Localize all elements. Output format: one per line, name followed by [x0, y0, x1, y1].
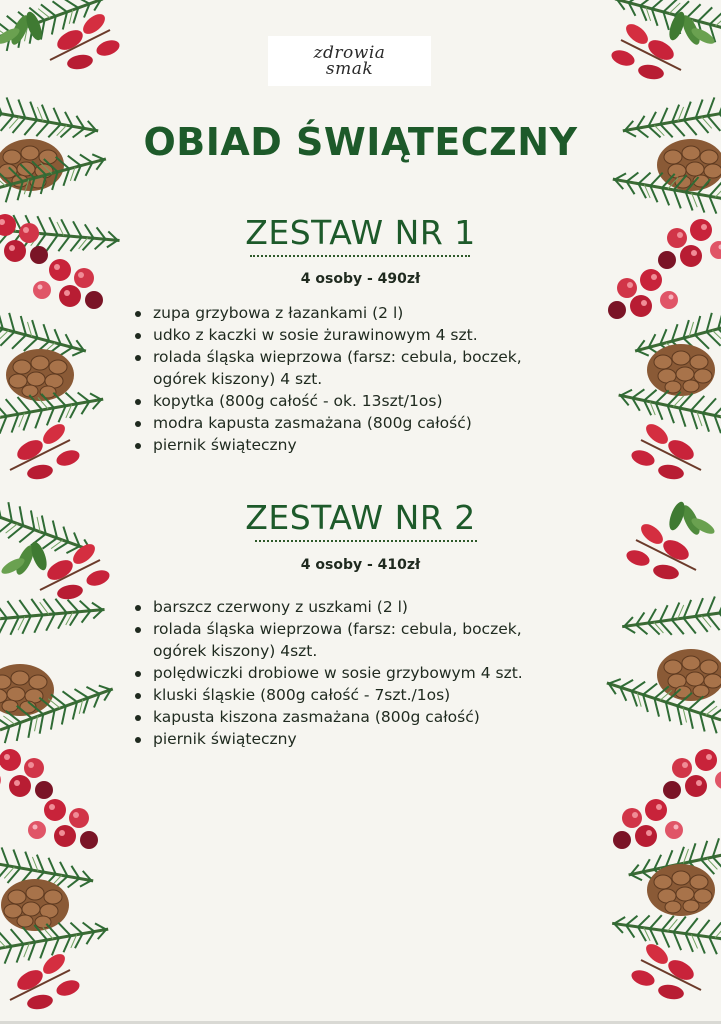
list-item-text: udko z kaczki w sosie żurawinowym 4 szt.	[153, 326, 478, 344]
set-1-heading: ZESTAW NR 1	[245, 213, 476, 252]
page-title: OBIAD ŚWIĄTECZNY	[143, 120, 578, 164]
set-1-divider	[250, 255, 470, 257]
bullet-icon	[135, 333, 141, 339]
set-2-divider	[255, 540, 477, 542]
bullet-icon	[135, 443, 141, 449]
list-item-text: modra kapusta zasmażana (800g całość)	[153, 414, 472, 432]
bullet-icon	[135, 399, 141, 405]
brand-logo	[268, 36, 431, 86]
set-2-price: 4 osoby - 410zł	[300, 557, 421, 573]
list-item	[133, 728, 523, 750]
list-item-continuation	[133, 640, 523, 662]
logo-text-line1: zdrowia	[313, 43, 386, 63]
list-item-text: barszcz czerwony z uszkami (2 l)	[153, 598, 408, 616]
list-item-text: piernik świąteczny	[153, 436, 297, 454]
list-item-continuation	[133, 368, 522, 390]
logo-text-line2: smak	[325, 59, 374, 79]
set-2-heading: ZESTAW NR 2	[245, 498, 476, 537]
list-item	[133, 346, 522, 368]
bullet-icon	[135, 737, 141, 743]
list-item	[133, 434, 522, 456]
list-item-text: polędwiczki drobiowe w sosie grzybowym 4 szt.	[153, 664, 523, 682]
bullet-icon	[135, 605, 141, 611]
bullet-icon	[135, 421, 141, 427]
list-item	[133, 706, 523, 728]
list-item-text: ogórek kiszony) 4szt.	[153, 642, 318, 660]
list-item	[133, 662, 523, 684]
list-item-text: kluski śląskie (800g całość - 7szt./1os)	[153, 686, 451, 704]
list-item	[133, 596, 523, 618]
bullet-icon	[135, 627, 141, 633]
list-item-text: kopytka (800g całość - ok. 13szt/1os)	[153, 392, 443, 410]
list-item-text: rolada śląska wieprzowa (farsz: cebula, boczek,	[153, 620, 522, 638]
list-item	[133, 412, 522, 434]
list-item-text: piernik świąteczny	[153, 730, 297, 748]
bullet-icon	[135, 693, 141, 699]
bullet-icon	[135, 715, 141, 721]
list-item-text: kapusta kiszona zasmażana (800g całość)	[153, 708, 480, 726]
bullet-icon	[135, 355, 141, 361]
list-item-text: rolada śląska wieprzowa (farsz: cebula, boczek,	[153, 348, 522, 366]
list-item	[133, 618, 523, 640]
list-item-text: zupa grzybowa z łazankami (2 l)	[153, 304, 404, 322]
list-item	[133, 390, 522, 412]
list-item	[133, 684, 523, 706]
list-item	[133, 324, 522, 346]
bullet-icon	[135, 671, 141, 677]
set-1-price: 4 osoby - 490zł	[300, 271, 421, 287]
set-1-menu-list	[133, 302, 522, 456]
set-2-menu-list	[133, 596, 523, 750]
list-item-text: ogórek kiszony) 4 szt.	[153, 370, 323, 388]
list-item	[133, 302, 522, 324]
bullet-icon	[135, 311, 141, 317]
